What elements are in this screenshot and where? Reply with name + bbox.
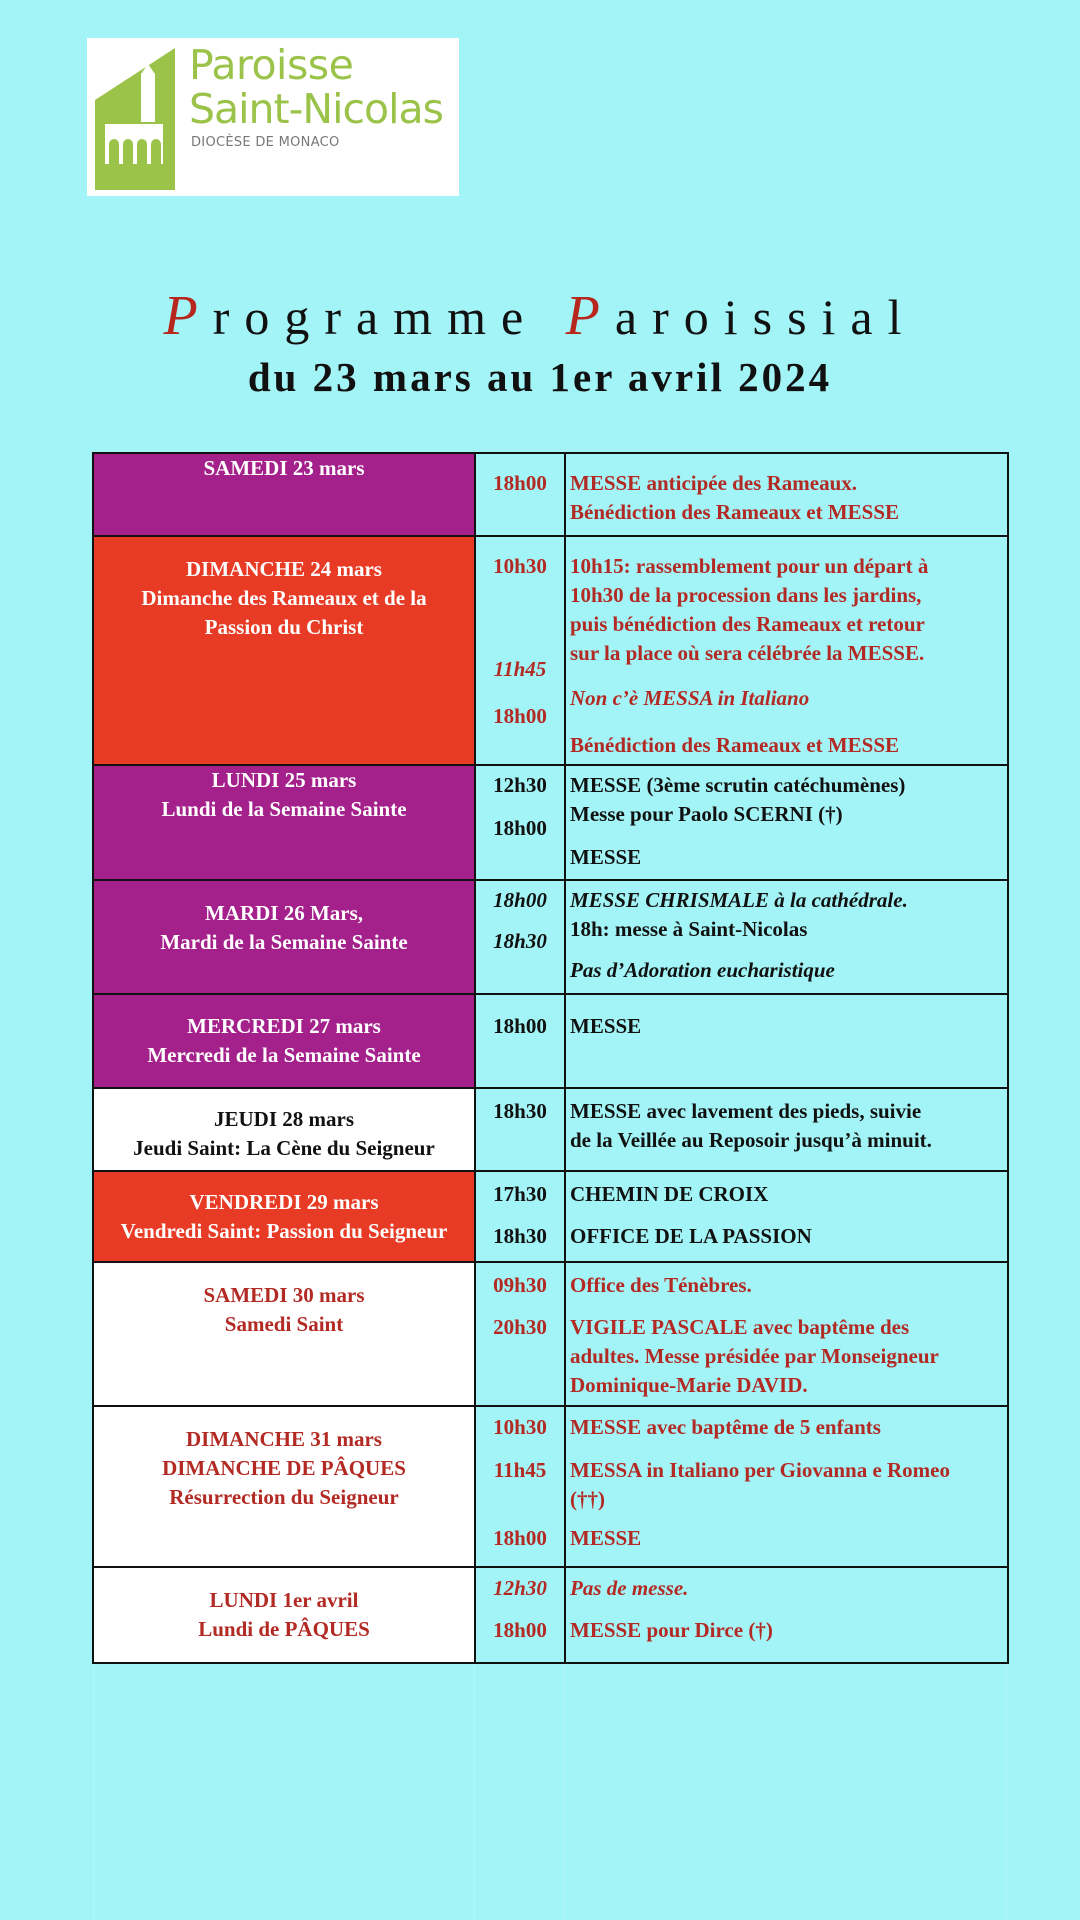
event-time: 10h30 bbox=[493, 554, 547, 578]
event-time: 11h45 bbox=[493, 1458, 547, 1482]
faint-divider bbox=[564, 1664, 565, 1920]
event-cell bbox=[565, 1567, 1008, 1663]
day-label: LUNDI 1er avril bbox=[209, 1588, 359, 1612]
event-line: de la Veillée au Reposoir jusqu’à minuit. bbox=[570, 1128, 932, 1152]
event-time: 20h30 bbox=[493, 1315, 547, 1339]
parish-logo bbox=[87, 38, 459, 196]
event-line: CHEMIN DE CROIX bbox=[570, 1182, 769, 1206]
event-time: 18h00 bbox=[493, 1014, 547, 1038]
event-time: 18h00 bbox=[493, 704, 547, 728]
faint-divider bbox=[1006, 1664, 1007, 1920]
table-row bbox=[93, 765, 1008, 880]
time-cell bbox=[475, 1088, 565, 1171]
event-line: Pas d’Adoration eucharistique bbox=[570, 958, 835, 982]
table-row bbox=[93, 453, 1008, 536]
day-cell bbox=[93, 994, 475, 1088]
day-label: SAMEDI 30 mars bbox=[203, 1283, 365, 1307]
event-time: 18h00 bbox=[493, 1618, 547, 1642]
event-line: MESSE avec lavement des pieds, suivie bbox=[570, 1099, 922, 1123]
day-label: Jeudi Saint: La Cène du Seigneur bbox=[133, 1136, 435, 1160]
day-label: Dimanche des Rameaux et de la bbox=[141, 586, 427, 610]
event-time: 18h30 bbox=[493, 1099, 547, 1123]
day-label: DIMANCHE DE PÂQUES bbox=[162, 1456, 406, 1480]
event-line: MESSE bbox=[570, 845, 642, 869]
event-time: 12h30 bbox=[493, 1576, 547, 1600]
event-line: Office des Ténèbres. bbox=[570, 1273, 752, 1297]
page-subtitle: du 23 mars au 1er avril 2024 bbox=[247, 354, 833, 400]
event-line: Bénédiction des Rameaux et MESSE bbox=[570, 500, 900, 524]
day-cell bbox=[93, 1171, 475, 1262]
day-cell bbox=[93, 880, 475, 994]
event-line: MESSE bbox=[570, 1014, 642, 1038]
day-cell bbox=[93, 453, 475, 536]
event-cell bbox=[565, 1262, 1008, 1406]
day-label: DIMANCHE 24 mars bbox=[186, 557, 382, 581]
day-label: LUNDI 25 mars bbox=[211, 768, 357, 792]
day-label: Résurrection du Seigneur bbox=[169, 1485, 399, 1509]
event-line: MESSE bbox=[570, 1526, 642, 1550]
time-cell bbox=[475, 453, 565, 536]
table-row bbox=[93, 1262, 1008, 1406]
day-label: Lundi de la Semaine Sainte bbox=[161, 797, 407, 821]
day-cell bbox=[93, 765, 475, 880]
event-cell bbox=[565, 453, 1008, 536]
day-label: Passion du Christ bbox=[204, 615, 364, 639]
event-line: adultes. Messe présidée par Monseigneur bbox=[570, 1344, 939, 1368]
event-time: 18h00 bbox=[493, 1526, 547, 1550]
event-cell bbox=[565, 880, 1008, 994]
table-row bbox=[93, 1088, 1008, 1171]
event-line: sur la place où sera célébrée la MESSE. bbox=[570, 641, 925, 665]
day-label: Mercredi de la Semaine Sainte bbox=[147, 1043, 421, 1067]
event-line: MESSE pour Dirce (†) bbox=[570, 1618, 773, 1642]
day-label: MARDI 26 Mars, bbox=[204, 901, 364, 925]
event-line: puis bénédiction des Rameaux et retour bbox=[570, 612, 925, 636]
event-line: MESSE (3ème scrutin catéchumènes) bbox=[570, 773, 906, 797]
day-cell bbox=[93, 1088, 475, 1171]
table-row bbox=[93, 1567, 1008, 1663]
schedule-table bbox=[92, 452, 1009, 1664]
event-cell bbox=[565, 1171, 1008, 1262]
time-cell bbox=[475, 994, 565, 1088]
event-line: Dominique-Marie DAVID. bbox=[570, 1373, 808, 1397]
day-cell bbox=[93, 536, 475, 765]
event-line: MESSE anticipée des Rameaux. bbox=[570, 471, 858, 495]
day-label: Lundi de PÂQUES bbox=[198, 1617, 370, 1641]
event-time: 17h30 bbox=[493, 1182, 547, 1206]
event-time: 18h00 bbox=[493, 816, 547, 840]
event-cell bbox=[565, 765, 1008, 880]
event-line: 10h30 de la procession dans les jardins, bbox=[570, 583, 922, 607]
day-label: Samedi Saint bbox=[224, 1312, 344, 1336]
day-label: JEUDI 28 mars bbox=[214, 1107, 354, 1131]
day-label: VENDREDI 29 mars bbox=[189, 1190, 379, 1214]
day-label: Mardi de la Semaine Sainte bbox=[160, 930, 408, 954]
logo-line-saint-nicolas: Saint-Nicolas bbox=[189, 85, 443, 133]
event-time: 09h30 bbox=[493, 1273, 547, 1297]
event-line: VIGILE PASCALE avec baptême des bbox=[570, 1315, 910, 1339]
time-cell bbox=[475, 536, 565, 765]
event-cell bbox=[565, 1406, 1008, 1567]
event-line: MESSE avec baptême de 5 enfants bbox=[570, 1415, 881, 1439]
event-line: 18h: messe à Saint-Nicolas bbox=[570, 917, 808, 941]
event-time: 18h30 bbox=[493, 929, 547, 953]
event-time: 18h30 bbox=[493, 1224, 547, 1248]
event-line: Bénédiction des Rameaux et MESSE bbox=[570, 733, 900, 757]
time-cell bbox=[475, 880, 565, 994]
time-cell bbox=[475, 765, 565, 880]
table-row bbox=[93, 994, 1008, 1088]
event-line: Non c’è MESSA in Italiano bbox=[570, 686, 810, 710]
logo-line-diocese: DIOCÈSE DE MONACO bbox=[191, 135, 340, 150]
time-cell bbox=[475, 1171, 565, 1262]
time-cell bbox=[475, 1406, 565, 1567]
day-label: SAMEDI 23 mars bbox=[203, 456, 365, 480]
day-cell bbox=[93, 1406, 475, 1567]
event-line: MESSA in Italiano per Giovanna e Romeo bbox=[570, 1458, 950, 1482]
logo-line-paroisse: Paroisse bbox=[189, 41, 354, 89]
faint-divider bbox=[474, 1664, 475, 1920]
event-line: Pas de messe. bbox=[570, 1576, 689, 1600]
day-label: DIMANCHE 31 mars bbox=[186, 1427, 382, 1451]
faint-divider bbox=[93, 1664, 94, 1920]
page-title bbox=[0, 286, 1080, 347]
day-label: Vendredi Saint: Passion du Seigneur bbox=[120, 1219, 448, 1243]
event-time: 10h30 bbox=[493, 1415, 547, 1439]
event-time: 12h30 bbox=[493, 773, 547, 797]
church-logo-icon bbox=[91, 44, 187, 194]
day-cell bbox=[93, 1262, 475, 1406]
event-time: 18h00 bbox=[493, 471, 547, 495]
day-label: MERCREDI 27 mars bbox=[187, 1014, 381, 1038]
title-word-2: aroissial bbox=[614, 289, 917, 345]
table-row bbox=[93, 880, 1008, 994]
event-cell bbox=[565, 1088, 1008, 1171]
day-cell bbox=[93, 1567, 475, 1663]
table-row bbox=[93, 1171, 1008, 1262]
event-line: MESSE CHRISMALE à la cathédrale. bbox=[570, 888, 908, 912]
table-row bbox=[93, 536, 1008, 765]
table-row bbox=[93, 1406, 1008, 1567]
event-line: Messe pour Paolo SCERNI (†) bbox=[570, 802, 843, 826]
title-cap-1: P bbox=[163, 285, 213, 347]
event-line: (††) bbox=[570, 1487, 605, 1511]
event-cell bbox=[565, 994, 1008, 1088]
time-cell bbox=[475, 1262, 565, 1406]
title-cap-2: P bbox=[565, 285, 615, 347]
event-time: 11h45 bbox=[493, 657, 547, 681]
event-line: OFFICE DE LA PASSION bbox=[570, 1224, 812, 1248]
event-time: 18h00 bbox=[493, 888, 547, 912]
event-cell bbox=[565, 536, 1008, 765]
event-line: 10h15: rassemblement pour un départ à bbox=[570, 554, 929, 578]
time-cell bbox=[475, 1567, 565, 1663]
title-word-1: rogramme bbox=[212, 289, 539, 345]
